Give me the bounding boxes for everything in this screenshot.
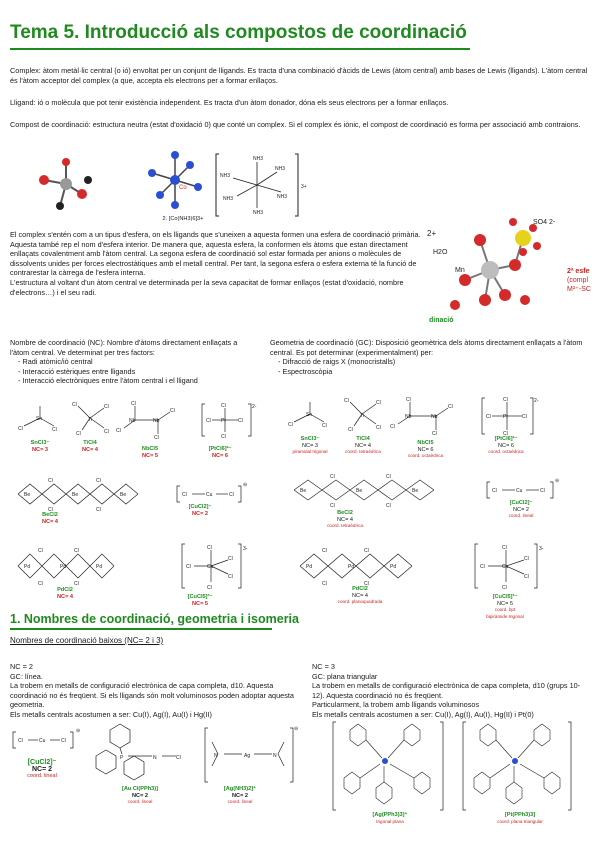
ball-stick-model-1 bbox=[30, 150, 100, 220]
svg-text:Nb: Nb bbox=[129, 418, 136, 424]
svg-text:Pd: Pd bbox=[24, 564, 31, 570]
page-title: Tema 5. Introducció als compostos de coordinació bbox=[10, 22, 467, 43]
svg-text:Cl: Cl bbox=[74, 581, 79, 587]
svg-text:NH3: NH3 bbox=[275, 166, 286, 172]
svg-text:N: N bbox=[214, 753, 218, 759]
right-row1-structures bbox=[280, 396, 590, 436]
svg-text:Cl: Cl bbox=[52, 427, 57, 433]
svg-text:Cl: Cl bbox=[74, 548, 79, 554]
svg-text:Be: Be bbox=[72, 492, 79, 498]
compound-definition: Compost de coordinació: estructura neutra (estat d'oxidació 0) que conté un complex. Si el complex és iònic, el compost de coordinació es forma per associació amb contraions. bbox=[10, 120, 581, 129]
svg-text:Cl: Cl bbox=[116, 428, 121, 434]
svg-text:Cl: Cl bbox=[364, 548, 369, 554]
svg-text:Sn: Sn bbox=[306, 412, 313, 418]
ligand-definition: Lligand: ió o molècula que pot tenir existència independent. Es tracta d'un àtom donador, dóna els seus electrons per a formar enllaços. bbox=[10, 98, 449, 107]
svg-text:Cl: Cl bbox=[348, 427, 353, 433]
svg-text:Cl: Cl bbox=[38, 581, 43, 587]
svg-text:Pt: Pt bbox=[503, 414, 508, 420]
svg-text:Cu: Cu bbox=[502, 564, 509, 570]
svg-text:Cl: Cl bbox=[238, 418, 243, 424]
svg-text:Cl: Cl bbox=[48, 507, 53, 513]
bracket-charge: 3+ bbox=[301, 184, 307, 190]
svg-text:Pd: Pd bbox=[96, 564, 103, 570]
svg-text:Cl: Cl bbox=[386, 474, 391, 480]
svg-text:Cu: Cu bbox=[516, 488, 523, 494]
svg-text:Be: Be bbox=[24, 492, 31, 498]
svg-text:⊖: ⊖ bbox=[76, 728, 81, 734]
svg-text:Cl: Cl bbox=[228, 556, 233, 562]
svg-text:Cl: Cl bbox=[540, 488, 545, 494]
svg-text:2-: 2- bbox=[252, 404, 257, 410]
formula-label: [PtCl6]²⁻ bbox=[208, 446, 232, 452]
svg-text:Pd: Pd bbox=[390, 564, 397, 570]
sphere-paragraph: El complex s'entén com a un tipus d'esfera, on els lligands que s'uneixen a aquesta formen una esfera de coordinació primària. Aquesta també rep el nom d'esfera interior. De manera que, aquesta esfera, la conformen els àtoms que estan directament enllaçats covalentment amb l'àtom central. La segona esfera de coordinació sol estar formada per anions o molècules de dissolvents unides per forces electrostàtiques amb el metall central. Per tant, la segona esfera o esfera externa té la funció de contrarestar la càrrega de l'esfera interna. L'estructura al voltant d'un àtom central ve determinada per la seva capacitat de formar enllaços (estat d'oxidació, nombre d'electrons…) i el seu radi. bbox=[10, 230, 421, 297]
svg-text:N: N bbox=[153, 755, 157, 761]
right-row3-structures bbox=[280, 542, 590, 592]
svg-text:Cl: Cl bbox=[524, 574, 529, 580]
manganese-sphere-model bbox=[425, 210, 600, 325]
svg-text:Cl: Cl bbox=[186, 564, 191, 570]
nc-label: NC= 6 bbox=[211, 452, 228, 459]
svg-text:Pd: Pd bbox=[306, 564, 313, 570]
svg-text:Cl: Cl bbox=[61, 738, 66, 744]
svg-text:Cl: Cl bbox=[406, 397, 411, 403]
svg-text:Cl: Cl bbox=[38, 548, 43, 554]
svg-text:Cl: Cl bbox=[207, 545, 212, 551]
svg-text:Be: Be bbox=[412, 488, 419, 494]
svg-text:Cl: Cl bbox=[330, 474, 335, 480]
formula-label: SnCl3⁻ bbox=[30, 440, 50, 446]
svg-text:Cl: Cl bbox=[182, 492, 187, 498]
title-underline bbox=[10, 48, 470, 50]
svg-text:Cl: Cl bbox=[524, 556, 529, 562]
svg-text:Cl: Cl bbox=[344, 398, 349, 404]
sulfate-label: SO4 2- bbox=[533, 219, 556, 226]
svg-text:Cl: Cl bbox=[72, 402, 77, 408]
svg-text:N: N bbox=[273, 753, 277, 759]
svg-text:Be: Be bbox=[356, 488, 363, 494]
svg-text:⊖: ⊖ bbox=[294, 726, 299, 732]
msc-label: M²⁺-SC bbox=[567, 286, 591, 293]
svg-text:Ti: Ti bbox=[88, 417, 92, 423]
svg-text:Cl: Cl bbox=[48, 478, 53, 484]
svg-text:Nb: Nb bbox=[153, 418, 160, 424]
mn-charge: 2+ bbox=[427, 229, 437, 238]
left-row1-structures bbox=[10, 400, 265, 440]
mn-label: Mn bbox=[455, 267, 465, 274]
svg-text:Cl: Cl bbox=[154, 435, 159, 440]
nc-label: NC= 4 bbox=[81, 446, 98, 453]
svg-text:Cl: Cl bbox=[96, 507, 101, 513]
nc-factor: - Interacció estèriques entre lligands bbox=[18, 367, 255, 377]
section1-heading: 1. Nombres de coordinació, geometria i isomeria bbox=[10, 612, 299, 626]
svg-text:Ti: Ti bbox=[360, 413, 364, 419]
svg-text:Cl: Cl bbox=[448, 404, 453, 410]
nc-factor: - Interacció electròniques entre l'àtom central i el lligand bbox=[18, 376, 255, 386]
svg-text:Cl: Cl bbox=[228, 574, 233, 580]
nc-label: NC= 5 bbox=[141, 452, 158, 459]
section1-underline bbox=[10, 628, 272, 630]
svg-text:Cl: Cl bbox=[492, 488, 497, 494]
svg-text:Cl: Cl bbox=[288, 422, 293, 428]
gc-method: - Difracció de raigs X (monocristalls) bbox=[278, 357, 590, 367]
svg-text:Cl: Cl bbox=[176, 755, 181, 761]
gc-method: - Espectroscòpia bbox=[278, 367, 590, 377]
svg-text:Cl: Cl bbox=[522, 414, 527, 420]
nc-label: NC= 3 bbox=[31, 446, 48, 453]
svg-text:Cl: Cl bbox=[170, 408, 175, 414]
svg-text:Cl: Cl bbox=[18, 738, 23, 744]
svg-text:Cl: Cl bbox=[503, 431, 508, 436]
svg-text:3-: 3- bbox=[243, 546, 248, 552]
nc-block bbox=[10, 338, 255, 386]
svg-text:Cl: Cl bbox=[207, 585, 212, 591]
svg-text:NH3: NH3 bbox=[253, 210, 264, 216]
svg-text:Cl: Cl bbox=[221, 434, 226, 440]
svg-text:Cu: Cu bbox=[207, 564, 214, 570]
svg-text:Be: Be bbox=[300, 488, 307, 494]
nc2-block: NC = 2 GC: línea. La trobem en metalls de configuració electrònica de capa completa, d10. Aquesta coordinació no és freqüent. Si els lligands són molt voluminosos poden adoptar aquesta geometria. Els metalls centrals acostumen a ser: Cu(I), Ag(I), Au(I) i Hg(II) bbox=[10, 662, 294, 719]
svg-text:Cl: Cl bbox=[96, 478, 101, 484]
second-sphere-label: 2ª esfe bbox=[567, 268, 590, 275]
svg-text:Cl: Cl bbox=[104, 429, 109, 435]
svg-text:Cl: Cl bbox=[502, 585, 507, 591]
complex-label: (compl bbox=[567, 277, 589, 284]
svg-text:Cu: Cu bbox=[39, 738, 46, 744]
svg-text:Cl: Cl bbox=[503, 397, 508, 403]
gc-intro: Geometria de coordinació (GC): Disposició geomètrica dels àtoms directament enllaçats a l'àtom central. Es pot determinar (experimentalment) per: bbox=[270, 338, 583, 357]
svg-text:Nb: Nb bbox=[405, 414, 412, 420]
svg-text:2-: 2- bbox=[534, 398, 539, 404]
svg-text:Sn: Sn bbox=[36, 416, 43, 422]
svg-text:⊖: ⊖ bbox=[243, 482, 248, 488]
gc-block bbox=[270, 338, 590, 376]
svg-text:Cl: Cl bbox=[76, 431, 81, 437]
svg-text:Cu: Cu bbox=[206, 492, 213, 498]
svg-text:Cl: Cl bbox=[18, 426, 23, 432]
formula-label: NbCl5 bbox=[141, 446, 159, 452]
svg-text:NH3: NH3 bbox=[253, 156, 264, 162]
left-row2-structures bbox=[10, 474, 265, 514]
svg-text:Cl: Cl bbox=[502, 545, 507, 551]
svg-text:Ag: Ag bbox=[244, 753, 251, 759]
nc-intro: Nombre de coordinació (NC): Nombre d'àtoms directament enllaçats a l'àtom central. Ve determinat per tres factors: bbox=[10, 338, 238, 357]
mn-water-label: H2O bbox=[433, 249, 448, 256]
cobalt-caption: 2. [Co(NH3)6]3+ bbox=[162, 216, 204, 222]
svg-text:Cl: Cl bbox=[364, 581, 369, 587]
svg-text:Cl: Cl bbox=[322, 581, 327, 587]
svg-text:Cl: Cl bbox=[386, 503, 391, 509]
section1-subheading: Nombres de coordinació baixos (NC= 2 i 3) bbox=[10, 636, 164, 645]
svg-text:NH3: NH3 bbox=[223, 196, 234, 202]
svg-text:Cl: Cl bbox=[229, 492, 234, 498]
svg-text:Be: Be bbox=[120, 492, 127, 498]
svg-text:Cl: Cl bbox=[104, 404, 109, 410]
svg-text:Cl: Cl bbox=[322, 423, 327, 429]
svg-text:Cl: Cl bbox=[390, 424, 395, 430]
svg-text:P: P bbox=[120, 755, 124, 761]
mn-caption: dinació bbox=[429, 317, 454, 324]
svg-text:Pd: Pd bbox=[348, 564, 355, 570]
nc-factor: - Radi atòmic/iò central bbox=[18, 357, 255, 367]
svg-text:Cl: Cl bbox=[206, 418, 211, 424]
svg-text:Cl: Cl bbox=[221, 403, 226, 409]
cobalt-complex-model bbox=[140, 145, 210, 215]
svg-text:3-: 3- bbox=[539, 546, 544, 552]
svg-text:Cl: Cl bbox=[330, 503, 335, 509]
svg-text:Cl: Cl bbox=[432, 431, 437, 436]
svg-text:Cl: Cl bbox=[131, 401, 136, 407]
complex-definition: Complex: àtom metàl·lic central (o ió) envoltat per un conjunt de lligands. Es tracta d'una combinació d'àcids de Lewis (àtom central) amb bases de Lewis (lligands). L'àtom central és l'àtom acceptor del complex (a que, accepta els electrons per a formar enllaços. bbox=[10, 66, 588, 85]
nc3-examples bbox=[330, 718, 590, 818]
svg-text:⊖: ⊖ bbox=[555, 478, 560, 484]
svg-text:Cl: Cl bbox=[486, 414, 491, 420]
svg-text:Nb: Nb bbox=[431, 414, 438, 420]
nc3-block: NC = 3 GC: plana triangular La trobem en metalls de configuració electrònica de capa completa, d10 (grups 10-12). Aquesta coordinació no és freqüent. Particularment, la trobem amb lligands voluminosos Els metalls centrals acostumen a ser: Cu(I), Ag(I), Au(I), Hg(II) i Pt(0) bbox=[312, 662, 581, 719]
svg-text:NH3: NH3 bbox=[220, 173, 231, 179]
cobalt-label: Co bbox=[179, 185, 187, 191]
left-row3-structures bbox=[10, 542, 265, 592]
svg-text:Cl: Cl bbox=[480, 564, 485, 570]
svg-text:Pt: Pt bbox=[221, 418, 226, 424]
svg-text:NH3: NH3 bbox=[277, 194, 288, 200]
svg-text:Cl: Cl bbox=[376, 400, 381, 406]
svg-text:Cl: Cl bbox=[376, 425, 381, 431]
svg-text:Cl: Cl bbox=[322, 548, 327, 554]
cobalt-bracket-structure bbox=[215, 150, 310, 220]
formula-label: TiCl4 bbox=[83, 440, 97, 446]
svg-text:Pd: Pd bbox=[60, 564, 67, 570]
